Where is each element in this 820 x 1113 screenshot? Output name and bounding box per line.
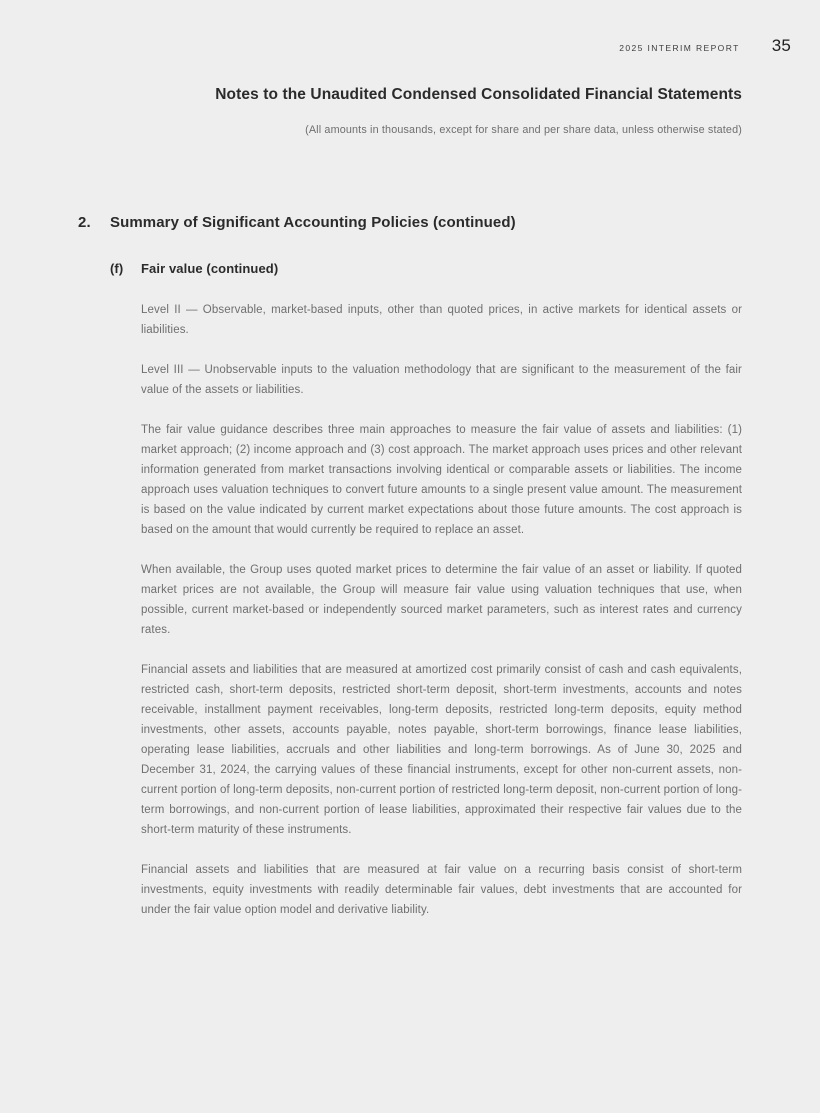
- report-label: 2025 INTERIM REPORT: [619, 43, 740, 53]
- paragraph-fair-value-approaches: The fair value guidance describes three main approaches to measure the fair value of assets and liabilities: (1) market approach; (2) income approach and (3) cost approach. The market approach uses prices and other relevant information generated from market transactions involving identical or comparable assets or liabilities. The income approach uses valuation techniques to convert future amounts to a single present value amount. The measurement is based on the value indicated by current market expectations about those future amounts. The cost approach is based on the amount that would currently be required to replace an asset.: [141, 424, 742, 536]
- page-number: 35: [771, 36, 791, 55]
- document-subtitle: (All amounts in thousands, except for share and per share data, unless otherwise stated): [305, 124, 742, 136]
- paragraph-amortized-cost-instruments: Financial assets and liabilities that are measured at amortized cost primarily consist of cash and cash equivalents, restricted cash, short-term deposits, restricted short-term deposit, short-term investments, accounts and notes receivable, installment payment receivables, long-term deposits, restricted long-term deposits, equity method investments, other assets, accounts payable, notes payable, short-term borrowings, finance lease liabilities, operating lease liabilities, accruals and other liabilities and long-term borrowings. As of June 30, 2025 and December 31, 2024, the carrying values of these financial instruments, except for other non-current assets, non-current portion of long-term deposits, non-current portion of restricted long-term deposit, non-current portion of long-term borrowings, and non-current portion of lease liabilities, approximated their respective fair values due to the short-term maturity of these instruments.: [141, 664, 742, 836]
- page-header: [619, 36, 791, 56]
- subsection-heading: [110, 261, 278, 276]
- paragraph-quoted-market-prices: When available, the Group uses quoted market prices to determine the fair value of an asset or liability. If quoted market prices are not available, the Group will measure fair value using valuation techniques that use, when possible, current market-based or independently sourced market parameters, such as interest rates and currency rates.: [141, 564, 742, 636]
- subsection-label: (f): [110, 261, 124, 276]
- section-number: 2.: [78, 214, 91, 231]
- paragraph-recurring-fair-value: Financial assets and liabilities that are measured at fair value on a recurring basis consist of short-term investments, equity investments with readily determinable fair values, debt investments that are accounted for under the fair value option model and derivative liability.: [141, 864, 742, 916]
- paragraph-level-3: Level III — Unobservable inputs to the valuation methodology that are significant to the measurement of the fair value of the assets or liabilities.: [141, 364, 742, 396]
- subsection-title: Fair value (continued): [141, 261, 279, 276]
- section-title: Summary of Significant Accounting Policies (continued): [110, 214, 516, 231]
- body-text: [141, 300, 742, 920]
- document-title: Notes to the Unaudited Condensed Consolidated Financial Statements: [215, 86, 742, 103]
- paragraph-level-2: Level II — Observable, market-based inputs, other than quoted prices, in active markets for identical assets or liabilities.: [141, 304, 742, 336]
- section-heading: [78, 214, 516, 231]
